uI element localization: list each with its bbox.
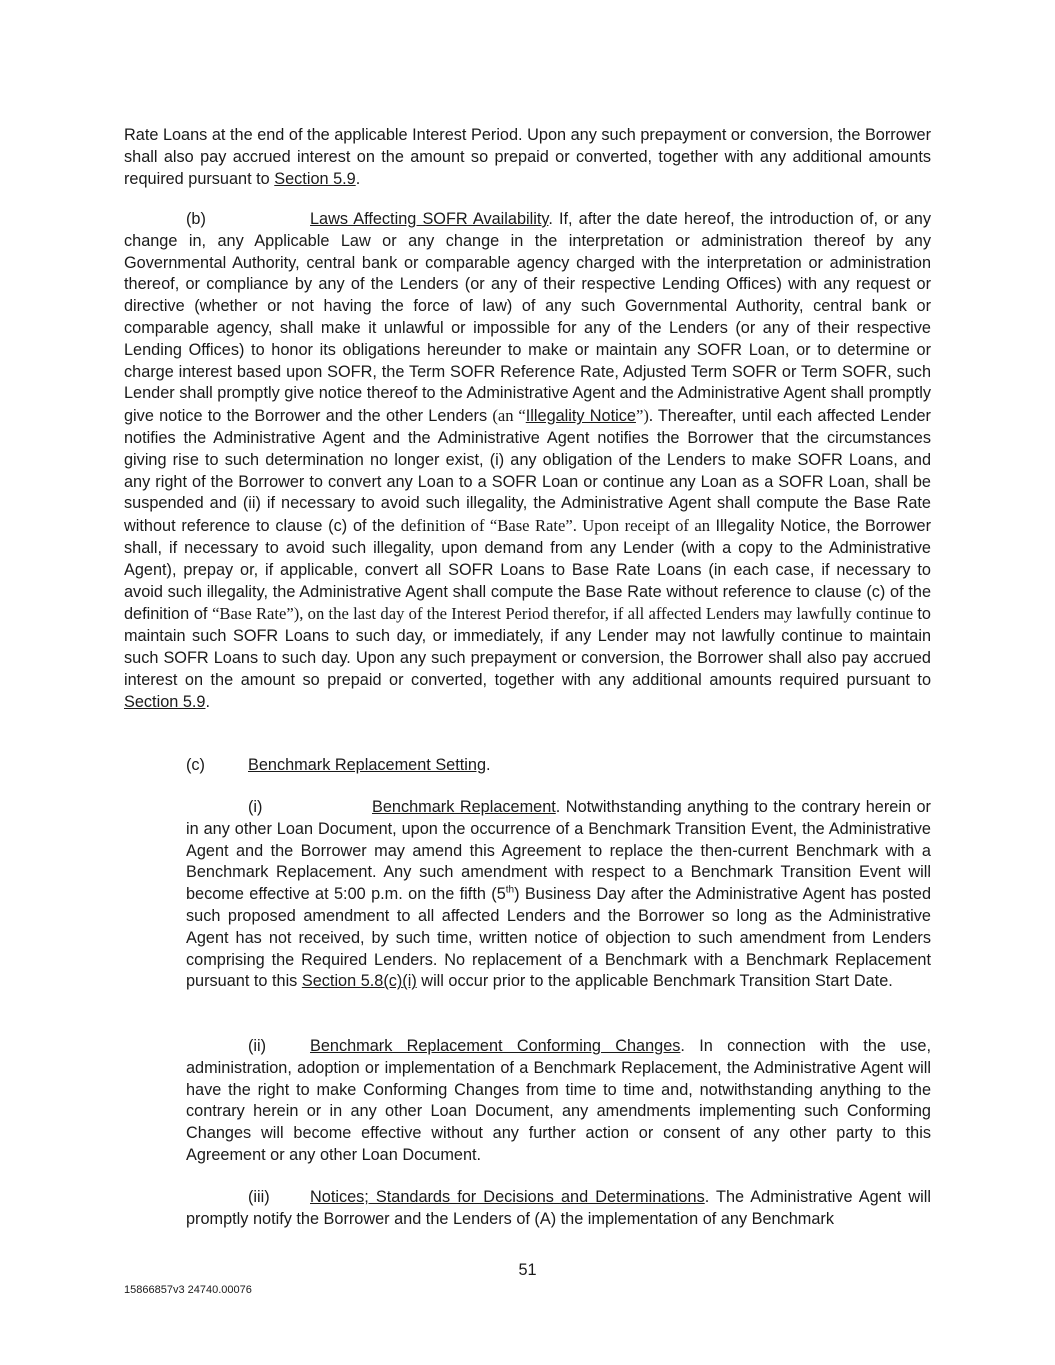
body-text: . xyxy=(486,756,491,774)
body-text: (an “ xyxy=(492,406,526,426)
document-id: 15866857v3 24740.00076 xyxy=(124,1284,252,1296)
section-heading: Benchmark Replacement Setting xyxy=(248,756,487,774)
cross-reference-section-5-9: Section 5.9 xyxy=(124,692,206,711)
clause-label-i: (i) xyxy=(248,798,263,816)
paragraph-ii-conforming-changes xyxy=(186,1036,931,1167)
body-text: ) Business Day after the Administrative Agent has posted such proposed amendment to all affected Lenders and the Borrower so long as the Administrative Agent has not received, by such time, written notice of objection to such amendment from Lenders comprising the Required Lenders. No replacement of a Benchmark with a Benchmark Replacement pursuant to this xyxy=(186,885,931,991)
body-text: will occur prior to the applicable Benchmark Transition Start Date. xyxy=(416,972,893,991)
body-text: definition of “Base Rate”. Upon receipt of an xyxy=(400,516,716,536)
paragraph-c-benchmark-replacement-setting xyxy=(186,755,931,777)
body-text: Illegality Notice, the Borrower shall, if necessary to avoid such illegality, upon demand from any Lender (with a copy to the Administrative Agent), prepay or, if applicable, convert all SOFR Loans to Base Rate Loans (in each case, if necessary to avoid such illegality, the Administrative Agent shall compute the Base Rate without reference to clause (c) of the definition of xyxy=(124,517,931,624)
body-text: to maintain such SOFR Loans to such day, or immediately, if any Lender may not lawfully continue to maintain such SOFR Loans to such day. Upon any such prepayment or conversion, the Borrower shall also pay accrued interest on the amount so prepaid or converted, together with any additional amounts required pursuant to xyxy=(124,605,931,689)
body-text: . If, after the date hereof, the introduction of, or any change in, any Applicable Law or any change in the interpretation or administration thereof by any Governmental Authority, central bank or comparable agency charged with the interpretation or administration thereof, or compliance by any of the Lenders (or any of their respective Lending Offices) with any request or directive (whether or not having the force of law) of any such Governmental Authority, central bank or comparable agency, shall make it unlawful or impossible for any of the Lenders (or any of their respective Lending Offices) to honor its obligations hereunder to make or maintain any SOFR Loan, or to determine or charge interest based upon SOFR, the Term SOFR Reference Rate, Adjusted Term SOFR or Term SOFR, such Lender shall promptly give notice thereof to the Administrative Agent and the Administrative Agent shall promptly give notice to the Borrower and the other Lenders xyxy=(124,210,931,426)
paragraph-i-benchmark-replacement xyxy=(186,797,931,993)
page-number: 51 xyxy=(518,1261,537,1279)
section-heading: Benchmark Replacement xyxy=(372,798,556,816)
section-heading: Laws Affecting SOFR Availability xyxy=(310,210,549,228)
body-text: . In connection with the use, administration, adoption or implementation of a Benchmark Replacement, the Administrative Agent will have the right to make Conforming Changes from time to time and, notwithstanding anything to the contrary herein or in any other Loan Document, any amendments implementing such Conforming Changes will become effective without any further action or consent of any other party to this Agreement or any other Loan Document. xyxy=(186,1037,931,1164)
body-text: Thereafter, until each affected Lender notifies the Administrative Agent and the Administrative Agent notifies the Borrower that the circumstances giving rise to such determination no longer exist, (i) any obligation of the Lenders to make SOFR Loans, and any right of the Borrower to convert any Loan to a SOFR Loan or continue any Loan as a SOFR Loan, shall be suspended and (ii) if necessary to avoid such illegality, the Administrative Agent shall compute the Base Rate without reference to clause (c) of the xyxy=(124,407,931,536)
clause-label-b: (b) xyxy=(186,210,206,228)
paragraph-interest-period-conclusion xyxy=(124,125,931,190)
defined-term-illegality-notice: Illegality Notice xyxy=(525,407,636,426)
body-text: Rate Loans at the end of the applicable Interest Period. Upon any such prepayment or conversion, the Borrower shall also pay accrued interest on the amount so prepaid or converted, together with any additional amounts required pursuant to xyxy=(124,126,931,188)
cross-reference-section-5-9: Section 5.9 xyxy=(274,169,356,188)
body-text: ”). xyxy=(635,406,658,426)
cross-reference-section-5-8-c-i: Section 5.8(c)(i) xyxy=(301,972,417,991)
clause-label-iii: (iii) xyxy=(248,1188,270,1206)
paragraph-b-laws-affecting-sofr xyxy=(124,209,931,713)
clause-label-c: (c) xyxy=(186,756,205,774)
ordinal-superscript: th xyxy=(505,884,515,896)
body-text: . Notwithstanding anything to the contrary herein or in any other Loan Document, upon the occurrence of a Benchmark Transition Event, the Administrative Agent and the Borrower may amend this Agreement to replace the then-current Benchmark with a Benchmark Replacement. Any such amendment with respect to a Benchmark Transition Event will become effective at 5:00 p.m. on the fifth (5 xyxy=(186,798,931,904)
section-heading: Benchmark Replacement Conforming Changes xyxy=(310,1037,681,1055)
paragraph-iii-notices-standards xyxy=(186,1187,931,1231)
body-text: “Base Rate”), on the last day of the Interest Period therefor, if all affected Lenders may lawfully continue xyxy=(212,604,918,624)
body-text: . xyxy=(355,169,361,188)
section-heading: Notices; Standards for Decisions and Determinations xyxy=(310,1188,705,1206)
clause-label-ii: (ii) xyxy=(248,1037,267,1055)
body-text: . xyxy=(205,692,210,711)
body-text: . The Administrative Agent will promptly notify the Borrower and the Lenders of (A) the implementation of any Benchmark xyxy=(186,1188,931,1228)
